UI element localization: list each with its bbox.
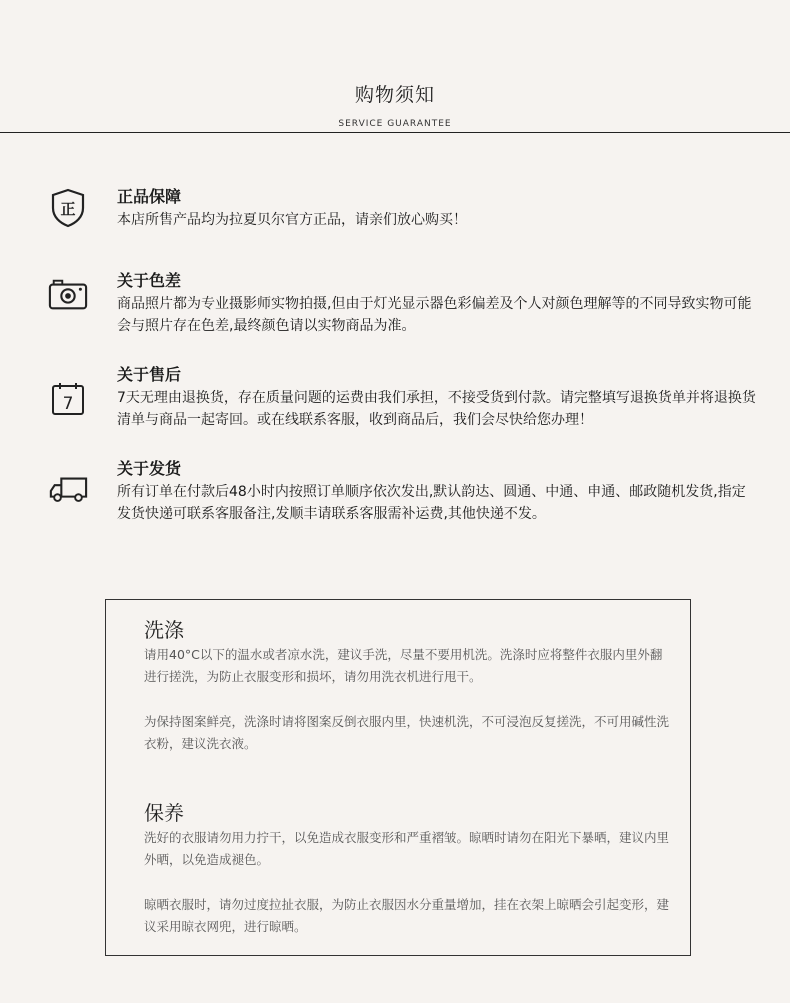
svg-text:正: 正 — [60, 200, 76, 218]
maintain-title: 保养 — [144, 801, 184, 825]
item-title: 正品保障 — [117, 187, 182, 206]
page-header — [0, 80, 790, 129]
header-divider — [0, 132, 790, 133]
item-text: 7天无理由退换货，存在质量问题的运费由我们承担，不接受货到付款。请完整填写退换货单并将退换货清单与商品一起寄回。或在线联系客服，收到商品后，我们会尽快给您办理！ — [117, 390, 756, 428]
item-title: 关于发货 — [117, 459, 182, 478]
authentic-shield-icon — [48, 186, 88, 230]
wash-text-1: 请用40°C以下的温水或者凉水洗，建议手洗，尽量不要用机洗。洗涤时应将整件衣服内里外翻进行搓洗，为防止衣服变形和损坏，请勿用洗衣机进行甩干。 — [144, 647, 663, 684]
page-subtitle: SERVICE GUARANTEE — [338, 119, 452, 129]
wash-text-2: 为保持图案鲜亮，洗涤时请将图案反倒衣服内里，快速机洗，不可浸泡反复搓洗，不可用碱性洗衣粉，建议洗衣液。 — [144, 714, 670, 751]
truck-icon — [48, 473, 88, 505]
item-title: 关于色差 — [117, 271, 182, 290]
maintain-text-1: 洗好的衣服请勿用力拧干，以免造成衣服变形和严重褶皱。晾晒时请勿在阳光下暴晒，建议内里外晒，以免造成褪色。 — [144, 830, 670, 867]
calendar-7-icon — [48, 381, 88, 417]
maintain-text-2: 晾晒衣服时，请勿过度拉扯衣服，为防止衣服因水分重量增加，挂在衣架上晾晒会引起变形，建议采用晾衣网兜，进行晾晒。 — [144, 897, 670, 934]
page-title: 购物须知 — [354, 84, 435, 106]
item-text: 商品照片都为专业摄影师实物拍摄,但由于灯光显示器色彩偏差及个人对颜色理解等的不同导致实物可能会与照片存在色差,最终颜色请以实物商品为准。 — [117, 296, 752, 334]
item-text: 所有订单在付款后48小时内按照订单顺序依次发出,默认韵达、圆通、中通、申通、邮政随机发货,指定发货快递可联系客服备注,发顺丰请联系客服需补运费,其他快递不发。 — [117, 484, 746, 522]
wash-section — [144, 617, 674, 755]
camera-icon — [48, 278, 88, 312]
care-box — [105, 599, 691, 956]
maintain-section — [144, 800, 674, 938]
item-title: 关于售后 — [117, 365, 182, 384]
wash-title: 洗涤 — [144, 618, 184, 642]
svg-text:7: 7 — [62, 394, 74, 414]
item-text: 本店所售产品均为拉夏贝尔官方正品，请亲们放心购买！ — [117, 212, 467, 228]
